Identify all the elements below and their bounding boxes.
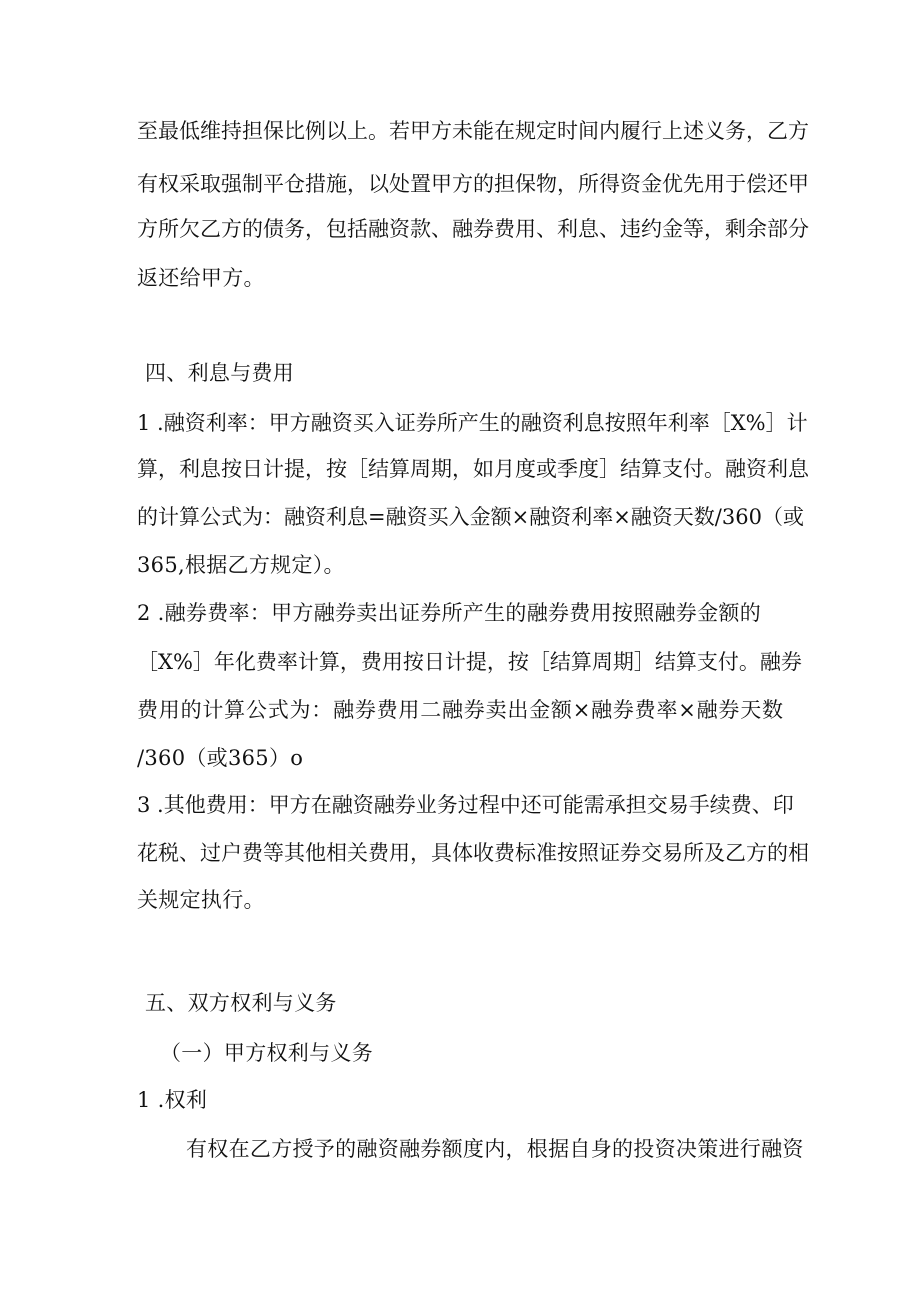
paragraph-line: 算，利息按日计提，按［结算周期，如月度或季度］结算支付。融资利息 (137, 457, 809, 481)
item-title: 1 .权利 (137, 1088, 208, 1112)
paragraph-line: 返还给甲方。 (137, 266, 265, 290)
paragraph-line: 3 .其他费用：甲方在融资融券业务过程中还可能需承担交易手续费、印 (137, 793, 794, 817)
paragraph-line: /360（或365）o (137, 746, 304, 770)
paragraph-line: 花税、过户费等其他相关费用，具体收费标准按照证券交易所及乙方的相 (137, 841, 809, 865)
section-heading: 五、双方权利与义务 (145, 991, 337, 1015)
subsection-heading: （一）甲方权利与义务 (160, 1041, 373, 1065)
paragraph-line: 费用的计算公式为：融券费用二融券卖出金额×融券费率×融券天数 (137, 698, 783, 722)
paragraph-line: 有权在乙方授予的融资融券额度内，根据自身的投资决策进行融资 (186, 1137, 804, 1161)
paragraph-line: 至最低维持担保比例以上。若甲方未能在规定时间内履行上述义务，乙方 (137, 119, 809, 143)
paragraph-line: 365,根据乙方规定）。 (137, 553, 345, 577)
paragraph-line: 1 .融资利率：甲方融资买入证券所产生的融资利息按照年利率［X%］计 (137, 411, 808, 435)
paragraph-line: ［X%］年化费率计算，费用按日计提，按［结算周期］结算支付。融券 (137, 650, 802, 674)
paragraph-line: 有权采取强制平仓措施，以处置甲方的担保物，所得资金优先用于偿还甲 (137, 172, 809, 196)
paragraph-line: 方所欠乙方的债务，包括融资款、融券费用、利息、违约金等，剩余部分 (137, 217, 809, 241)
paragraph-line: 2 .融券费率：甲方融券卖出证券所产生的融券费用按照融券金额的 (137, 601, 762, 625)
paragraph-line: 关规定执行。 (137, 888, 265, 912)
section-heading: 四、利息与费用 (145, 361, 295, 385)
paragraph-line: 的计算公式为：融资利息=融资买入金额×融资利率×融资天数/360（或 (137, 505, 804, 529)
